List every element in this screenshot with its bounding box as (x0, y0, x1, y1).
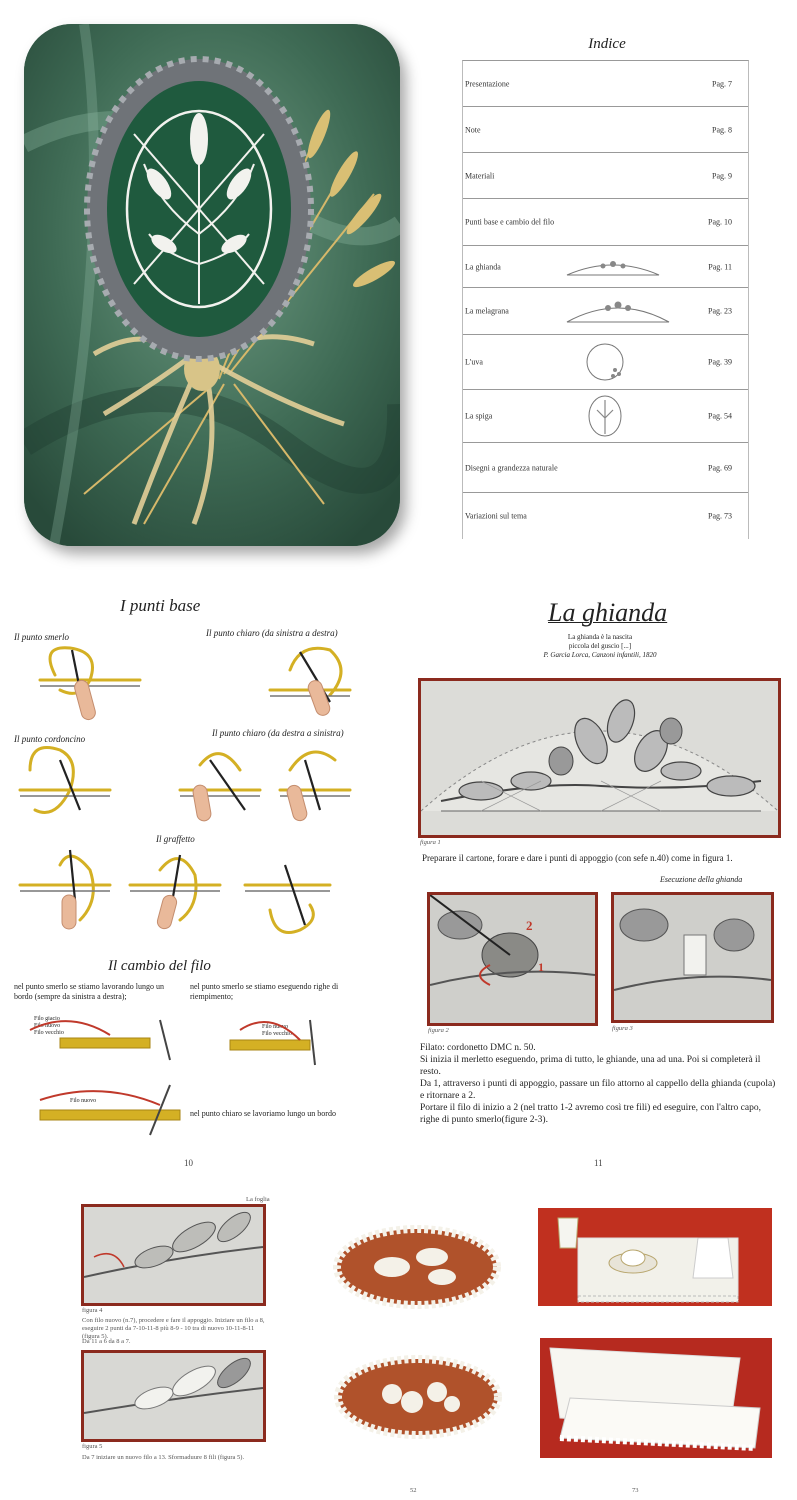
ghianda-caption-3: P. Garcia Lorca, Canzoni infantili, 1820 (543, 651, 657, 659)
index-page: Pag. 54 (708, 411, 732, 421)
figure-5 (81, 1350, 266, 1442)
index-row (463, 443, 748, 493)
grape-lace-thumbnail (583, 340, 723, 384)
ghianda-title: La ghianda (548, 598, 668, 627)
ghianda-caption-1: La ghianda è la nascita (567, 633, 633, 641)
label-punto-cordoncino: Il punto cordoncino (14, 734, 86, 744)
bottom-text-a2: Da 11 a 6 da 8 a 7. (82, 1338, 131, 1345)
leaf-pattern-photo-2 (84, 1353, 263, 1439)
label-graffetto: Il graffetto (156, 834, 195, 844)
index-row (463, 493, 748, 539)
index-page: Pag. 73 (708, 511, 732, 521)
index-row (463, 288, 748, 335)
acorn-pattern-drawing (421, 681, 778, 835)
fig1-label: figura 1 (420, 839, 441, 846)
index-label: La ghianda (465, 262, 501, 271)
body-line: Da 1, attraverso i punti di appoggio, passare un filo attorno al cappello della ghianda (cupola) e ritornare a 2. (420, 1079, 776, 1101)
linen-napkin-photo (540, 1338, 772, 1458)
index-page: Pag. 10 (708, 217, 732, 227)
page-number-left: 10 (184, 1158, 193, 1168)
body-line: Si inizia il merletto eseguendo, prima di tutto, le ghiande, una ad una. Poi si completerà il resto. (420, 1055, 761, 1077)
bottom-text-b: Da 7 iniziare un nuovo filo a 13. Sformaduure 8 fili (figura 5). (82, 1454, 245, 1461)
cambio-filo-title: Il cambio del filo (108, 958, 211, 974)
ghianda-caption-2: piccola del guscio [...] (568, 642, 632, 650)
esecuzione-label: Esecuzione della ghianda (660, 875, 743, 884)
acorn-step-photo-2 (614, 895, 771, 1020)
legend-item: Filo nuovo (34, 1023, 61, 1029)
figure-4 (81, 1204, 266, 1306)
cambio-text-2: nel punto smerlo se stiamo eseguendo righe di riempimento; (190, 982, 339, 1001)
fig2-mark-2: 2 (526, 918, 533, 933)
index-row (463, 199, 748, 246)
index-page: Pag. 69 (708, 463, 732, 472)
index-label: Materiali (465, 171, 495, 180)
index-page: Pag. 9 (712, 171, 732, 180)
index-page: Pag. 8 (712, 125, 732, 134)
index-label: Punti base e cambio del filo (465, 217, 555, 227)
index-title: Indice (588, 36, 626, 52)
legend-item: Filo nuovo (262, 1024, 289, 1030)
legend-item: Filo giacio (34, 1016, 60, 1022)
page-number-bottom-right: 73 (632, 1487, 639, 1494)
cambio-text-3: nel punto chiaro se lavoriamo lungo un bordo (190, 1109, 336, 1118)
wheat-lace-thumbnail (583, 394, 723, 438)
thread-change-illustrations (10, 1010, 370, 1140)
lace-oval-photo-1 (332, 1222, 502, 1312)
pomegranate-lace-thumbnail (563, 298, 673, 324)
stitch-illustrations (0, 640, 380, 950)
index-label: La melagrana (465, 306, 509, 316)
figure-2 (427, 892, 598, 1026)
punti-title: I punti base (120, 596, 201, 615)
index-page: Pag. 23 (708, 306, 732, 316)
figure-3 (611, 892, 774, 1023)
legend-item: Filo vecchio (262, 1031, 292, 1037)
index-row (463, 107, 748, 153)
ghianda-instruction: Preparare il cartone, forare e dare i punti di appoggio (con sefe n.40) come in figura 1. (422, 853, 733, 863)
acorn-step-photo-1 (430, 895, 595, 1023)
index-row (463, 153, 748, 199)
index-row (463, 335, 748, 390)
index-table (462, 60, 749, 539)
page-number-right: 11 (594, 1158, 603, 1168)
legend-item: Filo vecchio (34, 1030, 64, 1036)
index-page: Pag. 39 (708, 357, 732, 367)
tea-set-placemat-photo (538, 1208, 772, 1306)
acorn-lace-thumbnail (563, 257, 663, 277)
fig4-label: figura 4 (82, 1307, 103, 1314)
figure-1 (418, 678, 781, 838)
legend-3: Filo nuovo (70, 1098, 97, 1104)
body-line: Filato: cordonetto DMC n. 50. (420, 1043, 536, 1053)
leaf-pattern-photo-1 (84, 1207, 263, 1303)
page-number-bottom-mid: 52 (410, 1487, 417, 1494)
bottom-text-a: Con filo nuovo (n.7), procedere e fare il appoggio. Iniziare un filo a 8, eseguire 2 punti da 7-10-11-8 più 8-9 - 10 tra di nuovo 10-11-8-11 (figura 5). (82, 1317, 265, 1340)
index-label: La spiga (465, 411, 493, 421)
bottom-header-right: La foglia (246, 1196, 270, 1203)
index-row (463, 246, 748, 288)
fig2-mark-1: 1 (538, 960, 544, 974)
lace-medallion-photo (24, 24, 400, 546)
index-row (463, 390, 748, 443)
index-label: Disegni a grandezza naturale (465, 463, 558, 472)
cambio-text-1: nel punto smerlo se stiamo lavorando lungo un bordo (sempre da sinistra a destra); (14, 982, 164, 1001)
index-label: L'uva (465, 357, 483, 367)
fig2-label: figura 2 (428, 1027, 449, 1034)
label-punto-smerlo: Il punto smerlo (14, 632, 69, 642)
index-label: Note (465, 125, 481, 134)
fig3-label: figura 3 (612, 1025, 633, 1032)
body-line: Portare il filo di inizio a 2 (nel tratto 1-2 avremo così tre fili) ed eseguire, con l'altro capo, righe di punto smerlo(figure 2-3). (420, 1103, 761, 1125)
index-page: Pag. 7 (712, 79, 732, 88)
fig5-label: figura 5 (82, 1443, 103, 1450)
index-row (463, 61, 748, 107)
index-label: Presentazione (465, 79, 510, 88)
index-label: Variazioni sul tema (465, 511, 527, 521)
index-page: Pag. 11 (708, 262, 732, 271)
label-punto-chiaro-dx: Il punto chiaro (da destra a sinistra) (212, 728, 344, 738)
cover-photo (24, 24, 400, 546)
lace-oval-photo-2 (332, 1352, 504, 1442)
ghianda-body (420, 1042, 780, 1126)
label-punto-chiaro-sx: Il punto chiaro (da sinistra a destra) (206, 628, 338, 638)
